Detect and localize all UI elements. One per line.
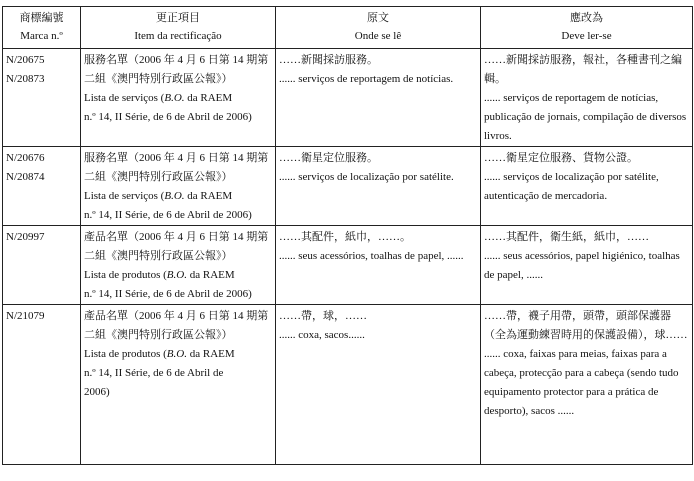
corrected-zh: ……帶，襪子用帶，頭帶，頭部保護器（全為運動練習時用的保護設備），球…… [484, 310, 688, 341]
mark-cell [3, 147, 81, 226]
item-pt: Lista de serviços (B.O. da RAEM [84, 92, 233, 104]
item-pt: Lista de produtos (B.O. da RAEM [84, 348, 235, 360]
item-zh: 二組《澳門特別行政區公報》） [84, 171, 233, 183]
item-zh: 二組《澳門特別行政區公報》） [84, 329, 233, 341]
table-row [3, 49, 693, 147]
corrected-cell [481, 49, 693, 147]
header-original-zh: 原文 [367, 12, 389, 24]
corrected-zh: ……新聞採訪服務，報社，各種書刊之編輯。 [484, 54, 682, 85]
header-original-pt: Onde se lê [354, 30, 402, 42]
corrected-cell [481, 226, 693, 305]
item-cell [81, 49, 276, 147]
original-pt: ...... coxa, sacos...... [279, 329, 365, 341]
item-pt: 2006) [84, 386, 110, 398]
header-mark-pt: Marca n.º [20, 30, 63, 42]
item-pt: n.º 14, II Série, de 6 de Abril de 2006) [84, 209, 252, 221]
corrected-pt: ...... serviços de reportagem de notícias, publicação de jornais, compilação de diversos livros. [484, 92, 687, 142]
header-corrected-pt: Deve ler-se [561, 30, 612, 42]
item-zh: 產品名單（2006 年 4 月 6 日第 14 期第 [84, 310, 269, 322]
corrected-pt: ...... serviços de localização por satélite, autenticação de mercadoria. [484, 171, 659, 202]
header-corrected [481, 7, 693, 49]
header-mark [3, 7, 81, 49]
corrected-cell [481, 147, 693, 226]
header-item-pt: Item da rectificação [134, 30, 222, 42]
mark-number: N/20997 [6, 231, 45, 243]
header-corrected-zh: 應改為 [570, 12, 603, 24]
corrected-zh: ……其配件，衛生紙，紙巾，…… [484, 231, 649, 243]
header-row [3, 7, 693, 49]
item-zh: 二組《澳門特別行政區公報》） [84, 250, 233, 262]
header-item-zh: 更正項目 [156, 12, 200, 24]
item-zh: 產品名單（2006 年 4 月 6 日第 14 期第 [84, 231, 269, 243]
mark-number: N/21079 [6, 310, 45, 322]
original-pt: ...... seus acessórios, toalhas de papel, ...... [279, 250, 464, 262]
original-zh: ……新聞採訪服務。 [279, 54, 378, 66]
original-cell [276, 147, 481, 226]
corrected-cell [481, 305, 693, 465]
item-pt: n.º 14, II Série, de 6 de Abril de 2006) [84, 288, 252, 300]
item-zh: 服務名單（2006 年 4 月 6 日第 14 期第 [84, 54, 269, 66]
item-cell [81, 305, 276, 465]
original-cell [276, 226, 481, 305]
original-zh: ……衛星定位服務。 [279, 152, 378, 164]
header-original [276, 7, 481, 49]
header-mark-zh: 商標編號 [19, 12, 64, 24]
item-pt: Lista de serviços (B.O. da RAEM [84, 190, 233, 202]
table-row [3, 305, 693, 465]
corrected-zh: ……衛星定位服務、貨物公證。 [484, 152, 638, 164]
corrected-pt: ...... coxa, faixas para meias, faixas para a cabeça, protecção para a cabeça (sendo tudo equipamento protector para a prática de desporto), sacos ...... [484, 348, 679, 417]
item-pt: Lista de produtos (B.O. da RAEM [84, 269, 235, 281]
mark-cell [3, 305, 81, 465]
item-pt: n.º 14, II Série, de 6 de Abril de [84, 367, 224, 379]
item-zh: 服務名單（2006 年 4 月 6 日第 14 期第 [84, 152, 269, 164]
original-cell [276, 49, 481, 147]
item-cell [81, 147, 276, 226]
mark-cell [3, 226, 81, 305]
table-row [3, 226, 693, 305]
original-zh: ……其配件，紙巾，……。 [279, 231, 411, 243]
item-pt: n.º 14, II Série, de 6 de Abril de 2006) [84, 111, 252, 123]
mark-number: N/20675 [6, 54, 45, 66]
item-zh: 二組《澳門特別行政區公報》） [84, 73, 233, 85]
header-item [81, 7, 276, 49]
table-row [3, 147, 693, 226]
original-cell [276, 305, 481, 465]
mark-cell [3, 49, 81, 147]
mark-number: N/20874 [6, 171, 45, 183]
rectification-table [2, 6, 693, 465]
item-cell [81, 226, 276, 305]
original-pt: ...... serviços de localização por satélite. [279, 171, 454, 183]
original-zh: ……帶，球，…… [279, 310, 367, 322]
original-pt: ...... serviços de reportagem de notícias. [279, 73, 454, 85]
corrected-pt: ...... seus acessórios, papel higiénico, toalhas de papel, ...... [484, 250, 680, 281]
mark-number: N/20873 [6, 73, 45, 85]
mark-number: N/20676 [6, 152, 45, 164]
